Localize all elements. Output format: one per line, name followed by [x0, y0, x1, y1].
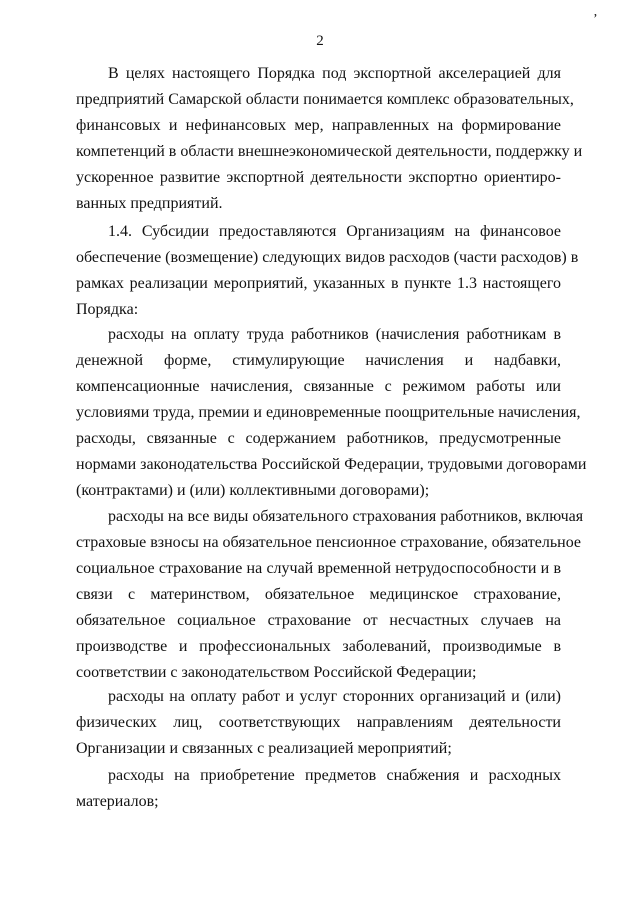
scan-mark: ’ [593, 12, 598, 27]
text-line: предприятий Самарской области понимается комплекс образовательных, [76, 91, 574, 108]
text-line: ванных предприятий. [76, 195, 223, 212]
text-line: материалов; [76, 793, 159, 810]
text-line: компетенций в области внешнеэкономической деятельности, поддержку и [76, 143, 583, 160]
text-line: связи с материнством, обязательное медицинское страхование, [76, 586, 561, 603]
text-line: социальное страхование на случай временной нетрудоспособности и в [76, 560, 561, 577]
text-line: финансовых и нефинансовых мер, направленных на формирование [76, 117, 561, 134]
text-line: расходы на оплату труда работников (начисления работникам в [108, 326, 561, 343]
text-line: страховые взносы на обязательное пенсионное страхование, обязательное [76, 534, 581, 551]
page-number: 2 [316, 33, 324, 49]
text-line: условиями труда, премии и единовременные поощрительные начисления, [76, 404, 581, 421]
text-line: обеспечение (возмещение) следующих видов расходов (части расходов) в [76, 249, 579, 266]
text-line: расходы на приобретение предметов снабжения и расходных [108, 767, 561, 784]
text-line: денежной форме, стимулирующие начисления и надбавки, [76, 352, 561, 369]
text-line: Порядка: [76, 301, 139, 318]
text-line: (контрактами) и (или) коллективными договорами); [76, 482, 430, 499]
text-line: соответствии с законодательством Российской Федерации; [76, 664, 477, 681]
text-line: 1.4. Субсидии предоставляются Организациям на финансовое [108, 223, 561, 240]
text-line: Организации и связанных с реализацией мероприятий; [76, 740, 452, 757]
text-line: В целях настоящего Порядка под экспортной акселерацией для [108, 65, 561, 82]
text-line: компенсационные начисления, связанные с режимом работы или [76, 378, 561, 395]
text-line: обязательное социальное страхование от несчастных случаев на [76, 612, 561, 629]
text-line: физических лиц, соответствующих направлениям деятельности [76, 714, 561, 731]
text-line: ускоренное развитие экспортной деятельности экспортно ориентиро- [76, 169, 561, 186]
text-line: нормами законодательства Российской Федерации, трудовыми договорами [76, 456, 587, 473]
text-line: расходы, связанные с содержанием работников, предусмотренные [76, 430, 561, 447]
text-line: производстве и профессиональных заболеваний, производимые в [76, 638, 561, 655]
text-line: расходы на все виды обязательного страхования работников, включая [108, 508, 584, 525]
text-line: рамках реализации мероприятий, указанных в пункте 1.3 настоящего [76, 275, 561, 292]
text-line: расходы на оплату работ и услуг сторонних организаций и (или) [108, 688, 561, 705]
